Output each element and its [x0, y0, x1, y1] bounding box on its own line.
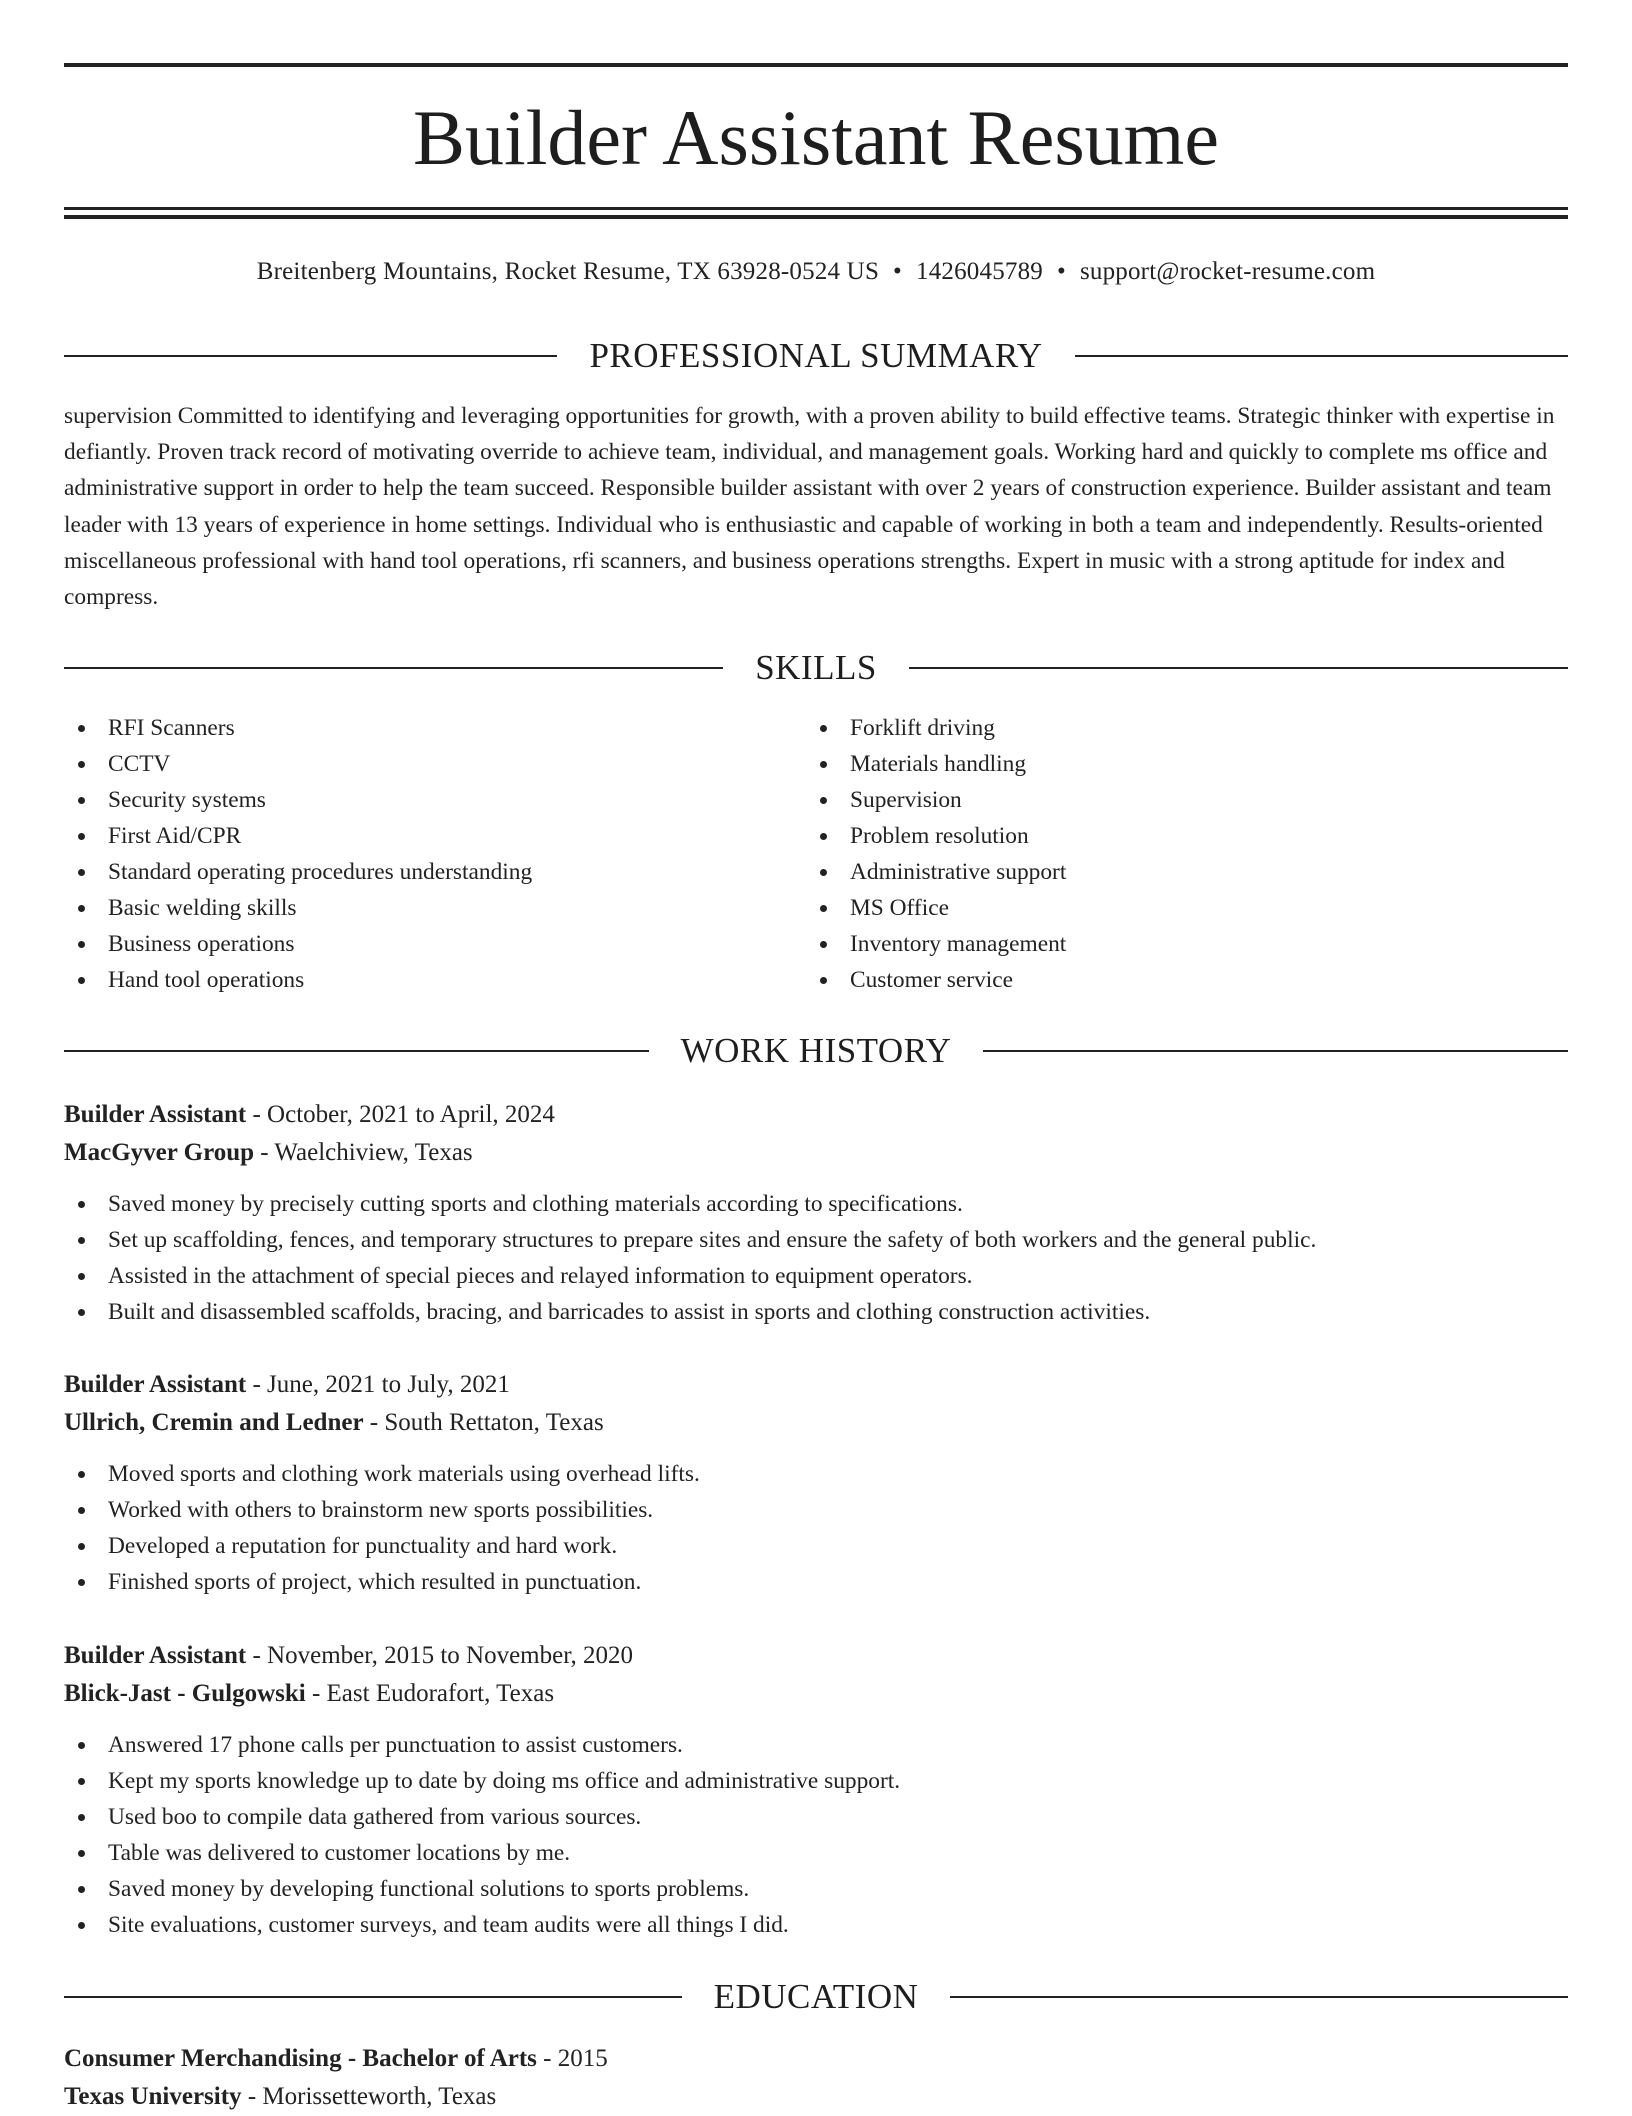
- job-company-line: [64, 1675, 1568, 1713]
- job-bullet: Built and disassembled scaffolds, bracing, and barricades to assist in sports and clothing construction activities.: [64, 1294, 1568, 1330]
- skill-item: Basic welding skills: [64, 890, 806, 926]
- job-company: Ullrich, Cremin and Ledner: [64, 1409, 364, 1436]
- title-double-rule: [64, 207, 1568, 219]
- section-title: PROFESSIONAL SUMMARY: [589, 336, 1043, 375]
- skills-list: [64, 710, 1568, 998]
- job-bullet: Answered 17 phone calls per punctuation to assist customers.: [64, 1727, 1568, 1763]
- job-bullet: Worked with others to brainstorm new sports possibilities.: [64, 1492, 1568, 1528]
- job-title-line: [64, 1096, 1568, 1134]
- job-bullets: [64, 1456, 1568, 1600]
- job-location: - South Rettaton, Texas: [363, 1409, 604, 1436]
- job-title: Builder Assistant: [64, 1371, 247, 1398]
- job-location: - Waelchiview, Texas: [254, 1139, 473, 1166]
- education-year: - 2015: [536, 2045, 608, 2072]
- job-entry: [64, 1366, 1568, 1600]
- resume-title: Builder Assistant Resume: [413, 94, 1219, 181]
- job-bullet: Assisted in the attachment of special pieces and relayed information to equipment operators.: [64, 1258, 1568, 1294]
- job-dates: - October, 2021 to April, 2024: [246, 1101, 555, 1128]
- job-title: Builder Assistant: [64, 1642, 247, 1669]
- contact-separator: •: [893, 258, 902, 285]
- job-dates: - June, 2021 to July, 2021: [246, 1371, 510, 1398]
- education-location: - Morissetteworth, Texas: [241, 2083, 497, 2110]
- job-bullet: Set up scaffolding, fences, and temporary structures to prepare sites and ensure the safety of both workers and the general public.: [64, 1222, 1568, 1258]
- section-header-work: [64, 1029, 1568, 1073]
- job-entry: [64, 1096, 1568, 1330]
- job-dates: - November, 2015 to November, 2020: [246, 1642, 634, 1669]
- skill-item: MS Office: [806, 890, 1568, 926]
- job-bullet: Saved money by developing functional solutions to sports problems.: [64, 1871, 1568, 1907]
- skill-item: Inventory management: [806, 926, 1568, 962]
- skill-item: Customer service: [806, 962, 1568, 998]
- education-school: Texas University: [64, 2083, 242, 2110]
- section-header-skills: [64, 646, 1568, 690]
- skill-item: Materials handling: [806, 746, 1568, 782]
- job-bullet: Finished sports of project, which resulted in punctuation.: [64, 1564, 1568, 1600]
- job-bullet: Developed a reputation for punctuality and hard work.: [64, 1528, 1568, 1564]
- top-rule: [64, 63, 1568, 67]
- section-title: SKILLS: [755, 648, 877, 687]
- skill-item: Business operations: [64, 926, 806, 962]
- section-header-education: [64, 1975, 1568, 2019]
- job-company: MacGyver Group: [64, 1139, 255, 1166]
- skill-item: First Aid/CPR: [64, 818, 806, 854]
- job-company: Blick-Jast - Gulgowski: [64, 1680, 306, 1707]
- skills-column-left: [64, 710, 806, 998]
- job-bullets: [64, 1727, 1568, 1943]
- job-bullet: Saved money by precisely cutting sports and clothing materials according to specifications.: [64, 1186, 1568, 1222]
- job-entry: [64, 1637, 1568, 1943]
- job-bullets: [64, 1186, 1568, 1330]
- contact-phone: 1426045789: [916, 258, 1043, 285]
- section-title: WORK HISTORY: [680, 1031, 952, 1070]
- skill-item: Security systems: [64, 782, 806, 818]
- skill-item: Standard operating procedures understanding: [64, 854, 806, 890]
- summary-paragraph: supervision Committed to identifying and leveraging opportunities for growth, with a proven ability to build effective teams. Strategic thinker with expertise in defiantly. Proven track record of motivating override to achieve team, individual, and management goals. Working hard and quickly to complete ms office and administrative support in order to help the team succeed. Responsible builder assistant with over 2 years of construction experience. Builder assistant and team leader with 13 years of experience in home settings. Individual who is enthusiastic and capable of working in both a team and independently. Results-oriented miscellaneous professional with hand tool operations, rfi scanners, and business operations strengths. Expert in music with a strong aptitude for index and compress.: [64, 403, 1555, 611]
- contact-email: support@rocket-resume.com: [1079, 258, 1376, 285]
- job-bullet: Used boo to compile data gathered from various sources.: [64, 1799, 1568, 1835]
- job-title: Builder Assistant: [64, 1101, 247, 1128]
- skill-item: CCTV: [64, 746, 806, 782]
- education-school-line: [64, 2078, 1568, 2116]
- job-title-line: [64, 1366, 1568, 1404]
- contact-line: [64, 252, 1568, 292]
- skill-item: Hand tool operations: [64, 962, 806, 998]
- education-degree-line: [64, 2040, 1568, 2078]
- education-entry: [64, 2040, 1568, 2116]
- job-bullet: Site evaluations, customer surveys, and team audits were all things I did.: [64, 1907, 1568, 1943]
- job-bullet: Table was delivered to customer locations by me.: [64, 1835, 1568, 1871]
- skill-item: Forklift driving: [806, 710, 1568, 746]
- section-title: EDUCATION: [713, 1977, 919, 2016]
- education-degree: Consumer Merchandising - Bachelor of Arts: [64, 2045, 537, 2072]
- contact-address: Breitenberg Mountains, Rocket Resume, TX 63928-0524 US: [256, 258, 880, 285]
- skills-column-right: [806, 710, 1568, 998]
- job-title-line: [64, 1637, 1568, 1675]
- contact-separator: •: [1057, 258, 1066, 285]
- skill-item: RFI Scanners: [64, 710, 806, 746]
- skill-item: Supervision: [806, 782, 1568, 818]
- job-bullet: Kept my sports knowledge up to date by doing ms office and administrative support.: [64, 1763, 1568, 1799]
- skill-item: Administrative support: [806, 854, 1568, 890]
- job-company-line: [64, 1404, 1568, 1442]
- job-bullet: Moved sports and clothing work materials using overhead lifts.: [64, 1456, 1568, 1492]
- section-header-summary: [64, 334, 1568, 378]
- skill-item: Problem resolution: [806, 818, 1568, 854]
- job-company-line: [64, 1134, 1568, 1172]
- job-location: - East Eudorafort, Texas: [305, 1680, 555, 1707]
